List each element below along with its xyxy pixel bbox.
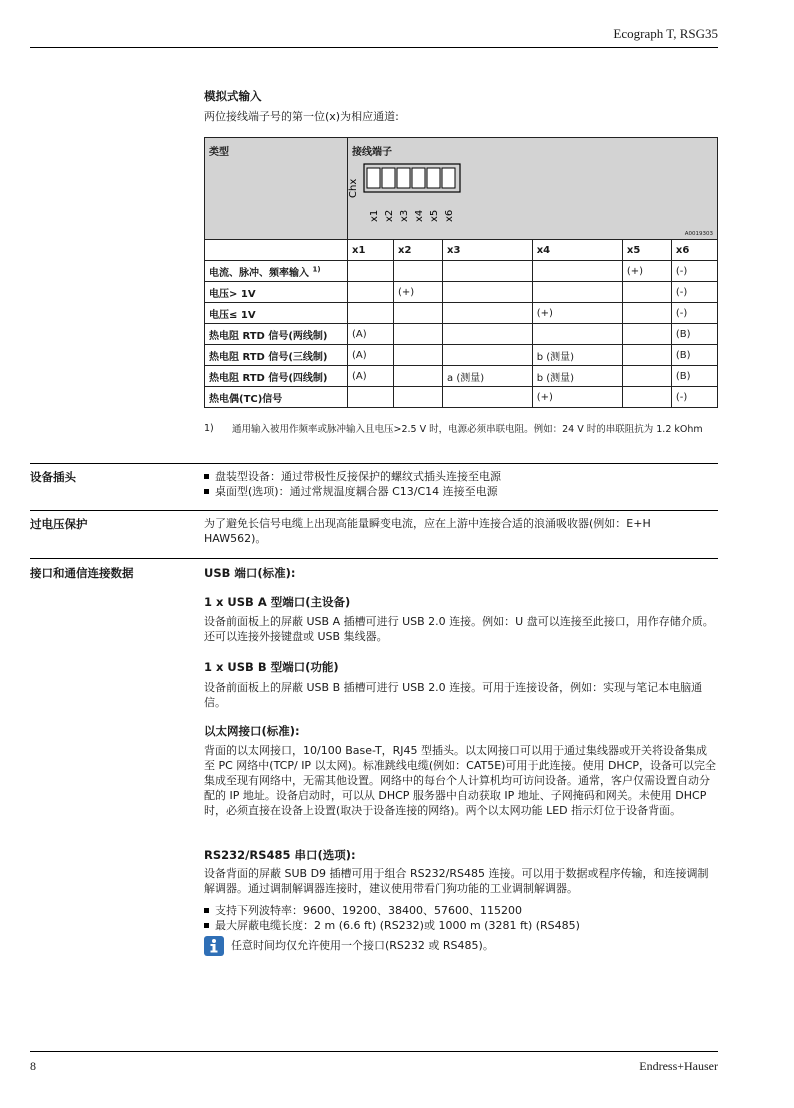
ethernet-text: 背面的以太网接口，10/100 Base-T，RJ45 型插头。以太网接口可以用于通过集线器或开关将设备集成至 PC 网络中(TCP/ IP 以太网)。标准跳线电缆(例如：CAT5E)可用于此连接。使用 DHCP，设备可以完全集成至现有网络中，无需其他设置。网络中的每台个人计算机均可访问设备。通常，客户仅需设置自动分配的 IP 地址。设备启动时，可以从 DHCP 服务器中自动获取 IP 地址、子网掩码和网关。未使用 DHCP 时，必须直接在设备上设置(取决于设备连接的网络)。两个以太网功能 LED 指示灯位于设备背面。 [204, 744, 717, 817]
table-cell [348, 282, 394, 303]
table-row [205, 324, 718, 345]
rs-text: 设备背面的屏蔽 SUB D9 插槽可用于组合 RS232/RS485 连接。可以用于数据或程序传输，和连接调制解调器。通过调制解调器连接时，建议使用带看门狗功能的工业调制解调器。 [204, 867, 709, 895]
ethernet-title: 以太网接口(标准): [204, 724, 300, 738]
table-cell [394, 366, 443, 387]
table-cell [348, 261, 394, 282]
blank-header-cell [205, 240, 348, 261]
table-cell [622, 366, 671, 387]
usb-title: USB 端口(标准): [204, 566, 296, 580]
table-row [205, 387, 718, 408]
terminal-slot [412, 168, 425, 188]
terminal-slot [397, 168, 410, 188]
diagram-pin-label: x2 [384, 209, 395, 222]
table-cell: (-) [671, 282, 717, 303]
table-cell [532, 282, 622, 303]
table-cell [443, 282, 533, 303]
table-cell [394, 324, 443, 345]
overvoltage-text: 为了避免长信号电缆上出现高能量瞬变电流，应在上游中连接合适的浪涌吸收器(例如：E+H HAW562)。 [204, 517, 651, 545]
table-row [205, 282, 718, 303]
table-cell [622, 282, 671, 303]
table-cell [443, 261, 533, 282]
col-header: x1 [348, 240, 394, 261]
row-label: 电压≤ 1V [205, 303, 348, 324]
table-cell [394, 387, 443, 408]
brand-name: Endress+Hauser [639, 1059, 718, 1073]
usb-b-title: 1 x USB B 型端口(功能) [204, 660, 339, 674]
row-label: 热电阻 RTD 信号(两线制) [205, 324, 348, 345]
section-rule [30, 510, 718, 511]
analog-title: 模拟式输入 [204, 89, 262, 103]
list-item: 桌面型(选项)：通过常规温度耦合器 C13/C14 连接至电源 [204, 484, 718, 499]
row-label: 热电阻 RTD 信号(四线制) [205, 366, 348, 387]
diagram-code: A0019303 [684, 231, 713, 237]
interfaces-label: 接口和通信连接数据 [30, 566, 134, 580]
col-header: x3 [443, 240, 533, 261]
table-cell [443, 324, 533, 345]
table-row [205, 345, 718, 366]
row-label: 电流、脉冲、频率输入 $^{1)}$ [205, 261, 348, 282]
table-cell [394, 303, 443, 324]
table-cell: (-) [671, 303, 717, 324]
footnote-text: 通用输入被用作频率或脉冲输入且电压>2.5 V 时，电源必须串联电阻。例如：24 V 时的串联阻抗为 1.2 kOhm [232, 424, 703, 435]
terminal-slot [382, 168, 395, 188]
col-header: x5 [622, 240, 671, 261]
overvoltage-label: 过电压保护 [30, 517, 88, 531]
footnote-number: 1) [204, 423, 214, 434]
section-rule [30, 558, 718, 559]
usb-a-text: 设备前面板上的屏蔽 USB A 插槽可进行 USB 2.0 连接。例如：U 盘可以连接至此接口，用作存储介质。还可以连接外接键盘或 USB 集线器。 [204, 615, 714, 643]
table-cell: (-) [671, 387, 717, 408]
analog-intro: 两位接线端子号的第一位(x)为相应通道: [204, 110, 399, 123]
terminal-slot [367, 168, 380, 188]
row-label: 热电偶(TC)信号 [205, 387, 348, 408]
table-cell: (A) [348, 366, 394, 387]
page-number: 8 [30, 1059, 36, 1073]
info-icon [204, 936, 224, 956]
col-header: x4 [532, 240, 622, 261]
table-cell: a (测量) [443, 366, 533, 387]
section-rule [30, 463, 718, 464]
header-rule [30, 47, 718, 48]
table-cell [348, 303, 394, 324]
table-cell: (+) [394, 282, 443, 303]
diagram-pin-label: x3 [399, 209, 410, 222]
table-cell [394, 261, 443, 282]
table-cell: (-) [671, 261, 717, 282]
table-row [205, 303, 718, 324]
table-cell: (A) [348, 345, 394, 366]
table-cell [443, 345, 533, 366]
note-text: 任意时间均仅允许使用一个接口(RS232 或 RS485)。 [231, 939, 494, 952]
table-cell [622, 303, 671, 324]
table-cell [622, 387, 671, 408]
table-cell [348, 387, 394, 408]
list-item: 最大屏蔽电缆长度：2 m (6.6 ft) (RS232)或 1000 m (3281 ft) (RS485) [204, 918, 718, 933]
usb-b-text: 设备前面板上的屏蔽 USB B 插槽可进行 USB 2.0 连接。可用于连接设备，例如：实现与笔记本电脑通信。 [204, 681, 703, 709]
table-cell: (B) [671, 345, 717, 366]
terminal-slot [442, 168, 455, 188]
table-cell: (B) [671, 324, 717, 345]
diagram-chx-label: Chx [348, 178, 359, 198]
table-cell [532, 261, 622, 282]
table-cell [532, 324, 622, 345]
table-cell: (+) [622, 261, 671, 282]
table-cell: b (测量) [532, 345, 622, 366]
col-header: x6 [671, 240, 717, 261]
table-row [205, 261, 718, 282]
col-type-header: 类型 [205, 138, 348, 240]
terminal-table [204, 137, 718, 408]
table-cell [394, 345, 443, 366]
table-cell: (+) [532, 387, 622, 408]
terminal-diagram-cell [348, 138, 718, 240]
table-cell [443, 303, 533, 324]
list-item: 盘装型设备：通过带极性反接保护的螺纹式插头连接至电源 [204, 469, 718, 484]
device-plug-label: 设备插头 [30, 470, 76, 484]
col-terminal-header: 接线端子 [352, 147, 392, 158]
list-item: 支持下列波特率：9600、19200、38400、57600、115200 [204, 903, 718, 918]
table-cell: (+) [532, 303, 622, 324]
terminal-block-diagram [350, 160, 470, 230]
terminal-slot [427, 168, 440, 188]
rs-bullet-list [204, 903, 718, 933]
usb-a-title: 1 x USB A 型端口(主设备) [204, 595, 351, 609]
diagram-pin-label: x6 [444, 209, 455, 222]
col-header: x2 [394, 240, 443, 261]
table-row [205, 366, 718, 387]
table-cell [443, 387, 533, 408]
diagram-pin-label: x5 [429, 209, 440, 222]
footer-rule [30, 1051, 718, 1052]
table-cell: b (测量) [532, 366, 622, 387]
rs-title: RS232/RS485 串口(选项): [204, 848, 356, 862]
table-cell [622, 345, 671, 366]
table-cell: (B) [671, 366, 717, 387]
diagram-pin-label: x1 [369, 209, 380, 222]
table-cell: (A) [348, 324, 394, 345]
table-cell [622, 324, 671, 345]
device-plug-list [204, 469, 718, 499]
document-title: Ecograph T, RSG35 [613, 26, 718, 41]
row-label: 电压> 1V [205, 282, 348, 303]
diagram-pin-label: x4 [414, 209, 425, 222]
row-label: 热电阻 RTD 信号(三线制) [205, 345, 348, 366]
